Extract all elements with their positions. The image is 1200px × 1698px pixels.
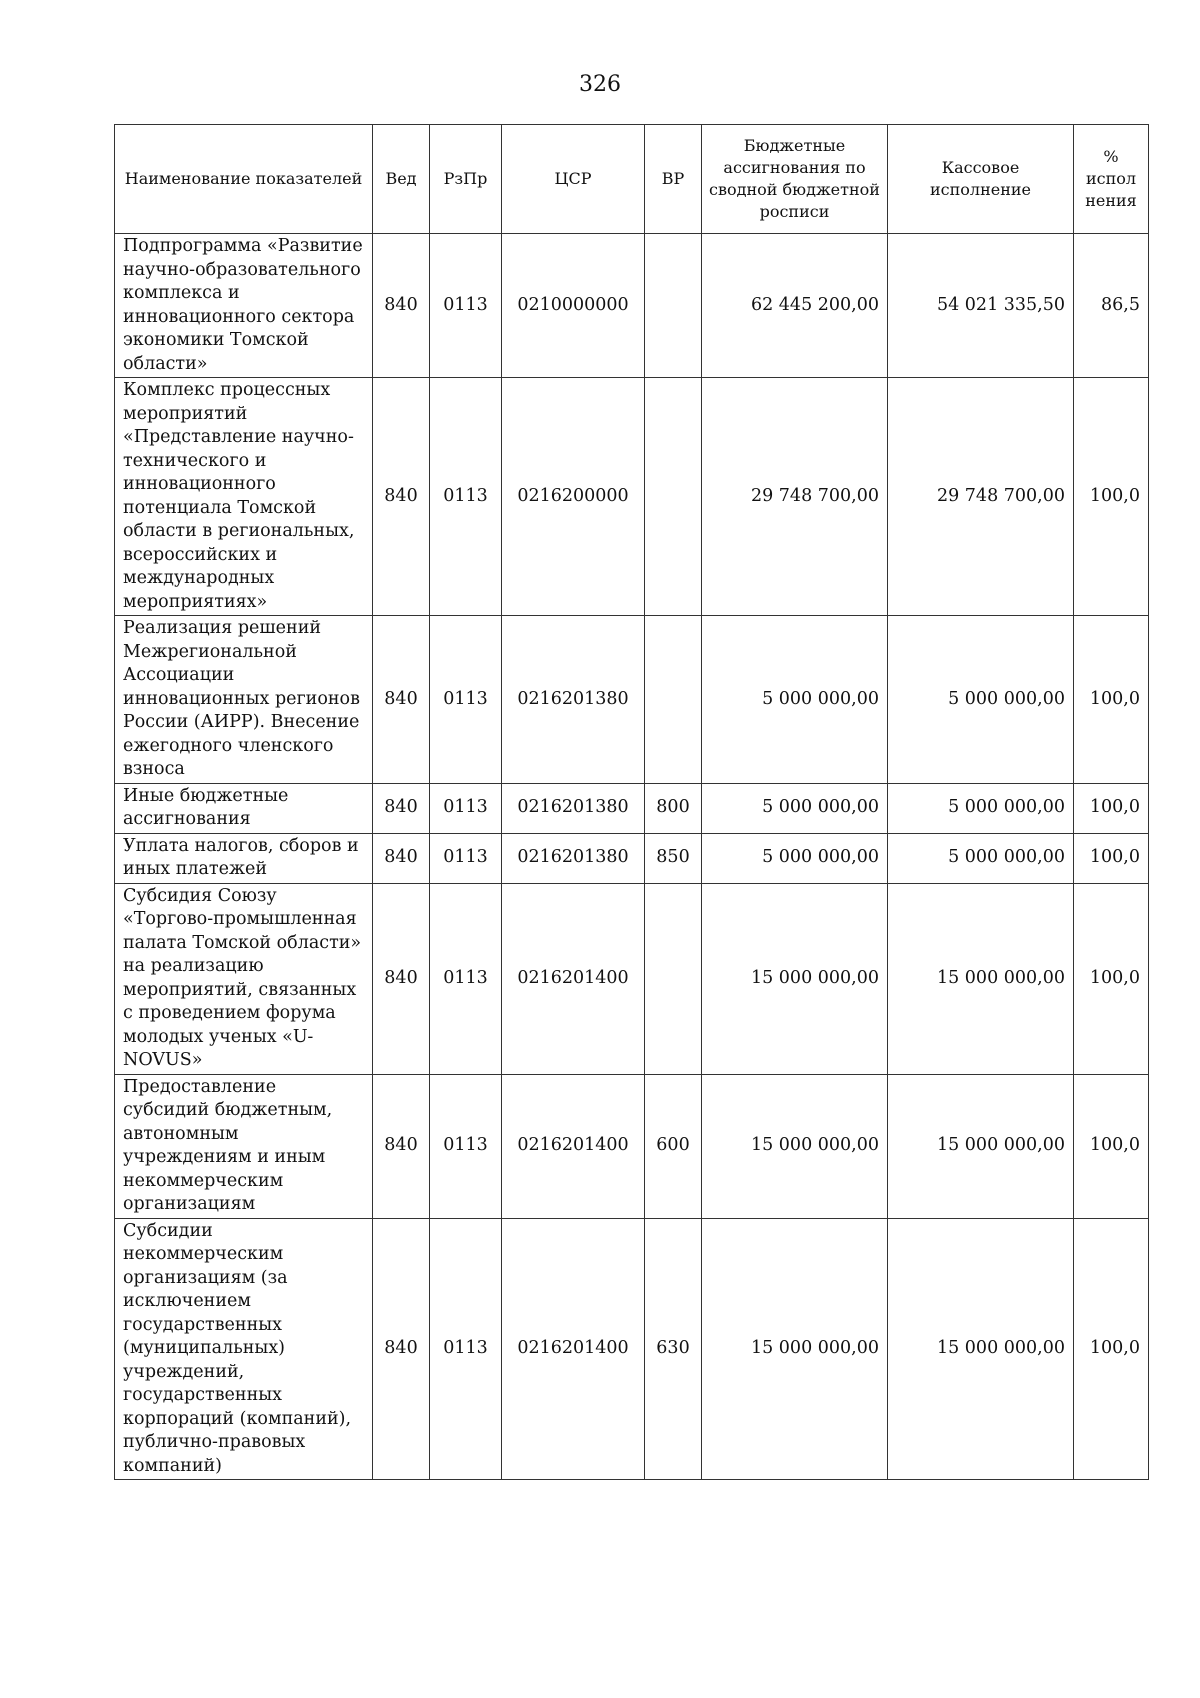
cell-name: Предоставление субсидий бюджетным, автономным учреждениям и иным некоммерческим организациям: [115, 1074, 373, 1218]
cell-executed: 5 000 000,00: [888, 833, 1074, 883]
cell-ved: 840: [373, 378, 430, 616]
cell-csr: 0216201400: [502, 1218, 645, 1480]
cell-percent: 100,0: [1074, 833, 1149, 883]
cell-percent: 100,0: [1074, 783, 1149, 833]
cell-csr: 0216201380: [502, 616, 645, 784]
cell-percent: 100,0: [1074, 378, 1149, 616]
cell-assigned: 62 445 200,00: [702, 234, 888, 378]
cell-ved: 840: [373, 616, 430, 784]
cell-name: Реализация решений Межрегиональной Ассоциации инновационных регионов России (АИРР). Внесение ежегодного членского взноса: [115, 616, 373, 784]
cell-csr: 0216201380: [502, 783, 645, 833]
cell-executed: 54 021 335,50: [888, 234, 1074, 378]
table-row: [115, 783, 1149, 833]
header-rzpr: РзПр: [430, 125, 502, 234]
cell-percent: 100,0: [1074, 616, 1149, 784]
cell-vr: 850: [645, 833, 702, 883]
cell-rzpr: 0113: [430, 616, 502, 784]
cell-vr: 800: [645, 783, 702, 833]
cell-assigned: 15 000 000,00: [702, 883, 888, 1074]
cell-executed: 5 000 000,00: [888, 783, 1074, 833]
cell-assigned: 15 000 000,00: [702, 1218, 888, 1480]
cell-vr: [645, 883, 702, 1074]
cell-rzpr: 0113: [430, 833, 502, 883]
table-row: [115, 833, 1149, 883]
table-row: [115, 616, 1149, 784]
cell-csr: 0216201400: [502, 883, 645, 1074]
cell-csr: 0210000000: [502, 234, 645, 378]
cell-assigned: 5 000 000,00: [702, 783, 888, 833]
cell-name: Иные бюджетные ассигнования: [115, 783, 373, 833]
header-executed: Кассовое исполнение: [888, 125, 1074, 234]
header-csr: ЦСР: [502, 125, 645, 234]
cell-ved: 840: [373, 883, 430, 1074]
cell-name: Подпрограмма «Развитие научно-образовательного комплекса и инновационного сектора экономики Томской области»: [115, 234, 373, 378]
cell-ved: 840: [373, 1074, 430, 1218]
cell-percent: 86,5: [1074, 234, 1149, 378]
table-row: [115, 1074, 1149, 1218]
cell-vr: [645, 378, 702, 616]
header-name: Наименование показателей: [115, 125, 373, 234]
header-vr: ВР: [645, 125, 702, 234]
cell-executed: 29 748 700,00: [888, 378, 1074, 616]
cell-rzpr: 0113: [430, 1218, 502, 1480]
table-row: [115, 883, 1149, 1074]
table-row: [115, 234, 1149, 378]
cell-rzpr: 0113: [430, 234, 502, 378]
cell-vr: [645, 616, 702, 784]
header-row: [115, 125, 1149, 234]
cell-percent: 100,0: [1074, 1074, 1149, 1218]
cell-percent: 100,0: [1074, 883, 1149, 1074]
cell-vr: 600: [645, 1074, 702, 1218]
header-percent: % испол нения: [1074, 125, 1149, 234]
budget-execution-table: [114, 124, 1149, 1480]
cell-vr: 630: [645, 1218, 702, 1480]
table-row: [115, 378, 1149, 616]
cell-ved: 840: [373, 833, 430, 883]
cell-ved: 840: [373, 783, 430, 833]
cell-rzpr: 0113: [430, 1074, 502, 1218]
cell-executed: 15 000 000,00: [888, 1218, 1074, 1480]
cell-percent: 100,0: [1074, 1218, 1149, 1480]
cell-assigned: 5 000 000,00: [702, 833, 888, 883]
cell-csr: 0216201400: [502, 1074, 645, 1218]
cell-ved: 840: [373, 234, 430, 378]
cell-name: Комплекс процессных мероприятий «Представление научно-технического и инновационного потенциала Томской области в региональных, всероссийских и международных мероприятиях»: [115, 378, 373, 616]
header-ved: Вед: [373, 125, 430, 234]
table-body: [115, 234, 1149, 1480]
cell-ved: 840: [373, 1218, 430, 1480]
cell-assigned: 5 000 000,00: [702, 616, 888, 784]
cell-name: Субсидия Союзу «Торгово-промышленная палата Томской области» на реализацию мероприятий, связанных с проведением форума молодых ученых «U-NOVUS»: [115, 883, 373, 1074]
cell-rzpr: 0113: [430, 378, 502, 616]
cell-name: Уплата налогов, сборов и иных платежей: [115, 833, 373, 883]
cell-executed: 15 000 000,00: [888, 1074, 1074, 1218]
table-row: [115, 1218, 1149, 1480]
header-assigned: Бюджетные ассигнования по сводной бюджетной росписи: [702, 125, 888, 234]
cell-vr: [645, 234, 702, 378]
table-header: [115, 125, 1149, 234]
cell-csr: 0216200000: [502, 378, 645, 616]
cell-csr: 0216201380: [502, 833, 645, 883]
cell-executed: 5 000 000,00: [888, 616, 1074, 784]
cell-assigned: 29 748 700,00: [702, 378, 888, 616]
cell-executed: 15 000 000,00: [888, 883, 1074, 1074]
cell-rzpr: 0113: [430, 883, 502, 1074]
cell-name: Субсидии некоммерческим организациям (за исключением государственных (муниципальных) учреждений, государственных корпораций (компаний), публично-правовых компаний): [115, 1218, 373, 1480]
cell-assigned: 15 000 000,00: [702, 1074, 888, 1218]
page-number: 326: [579, 72, 621, 97]
cell-rzpr: 0113: [430, 783, 502, 833]
